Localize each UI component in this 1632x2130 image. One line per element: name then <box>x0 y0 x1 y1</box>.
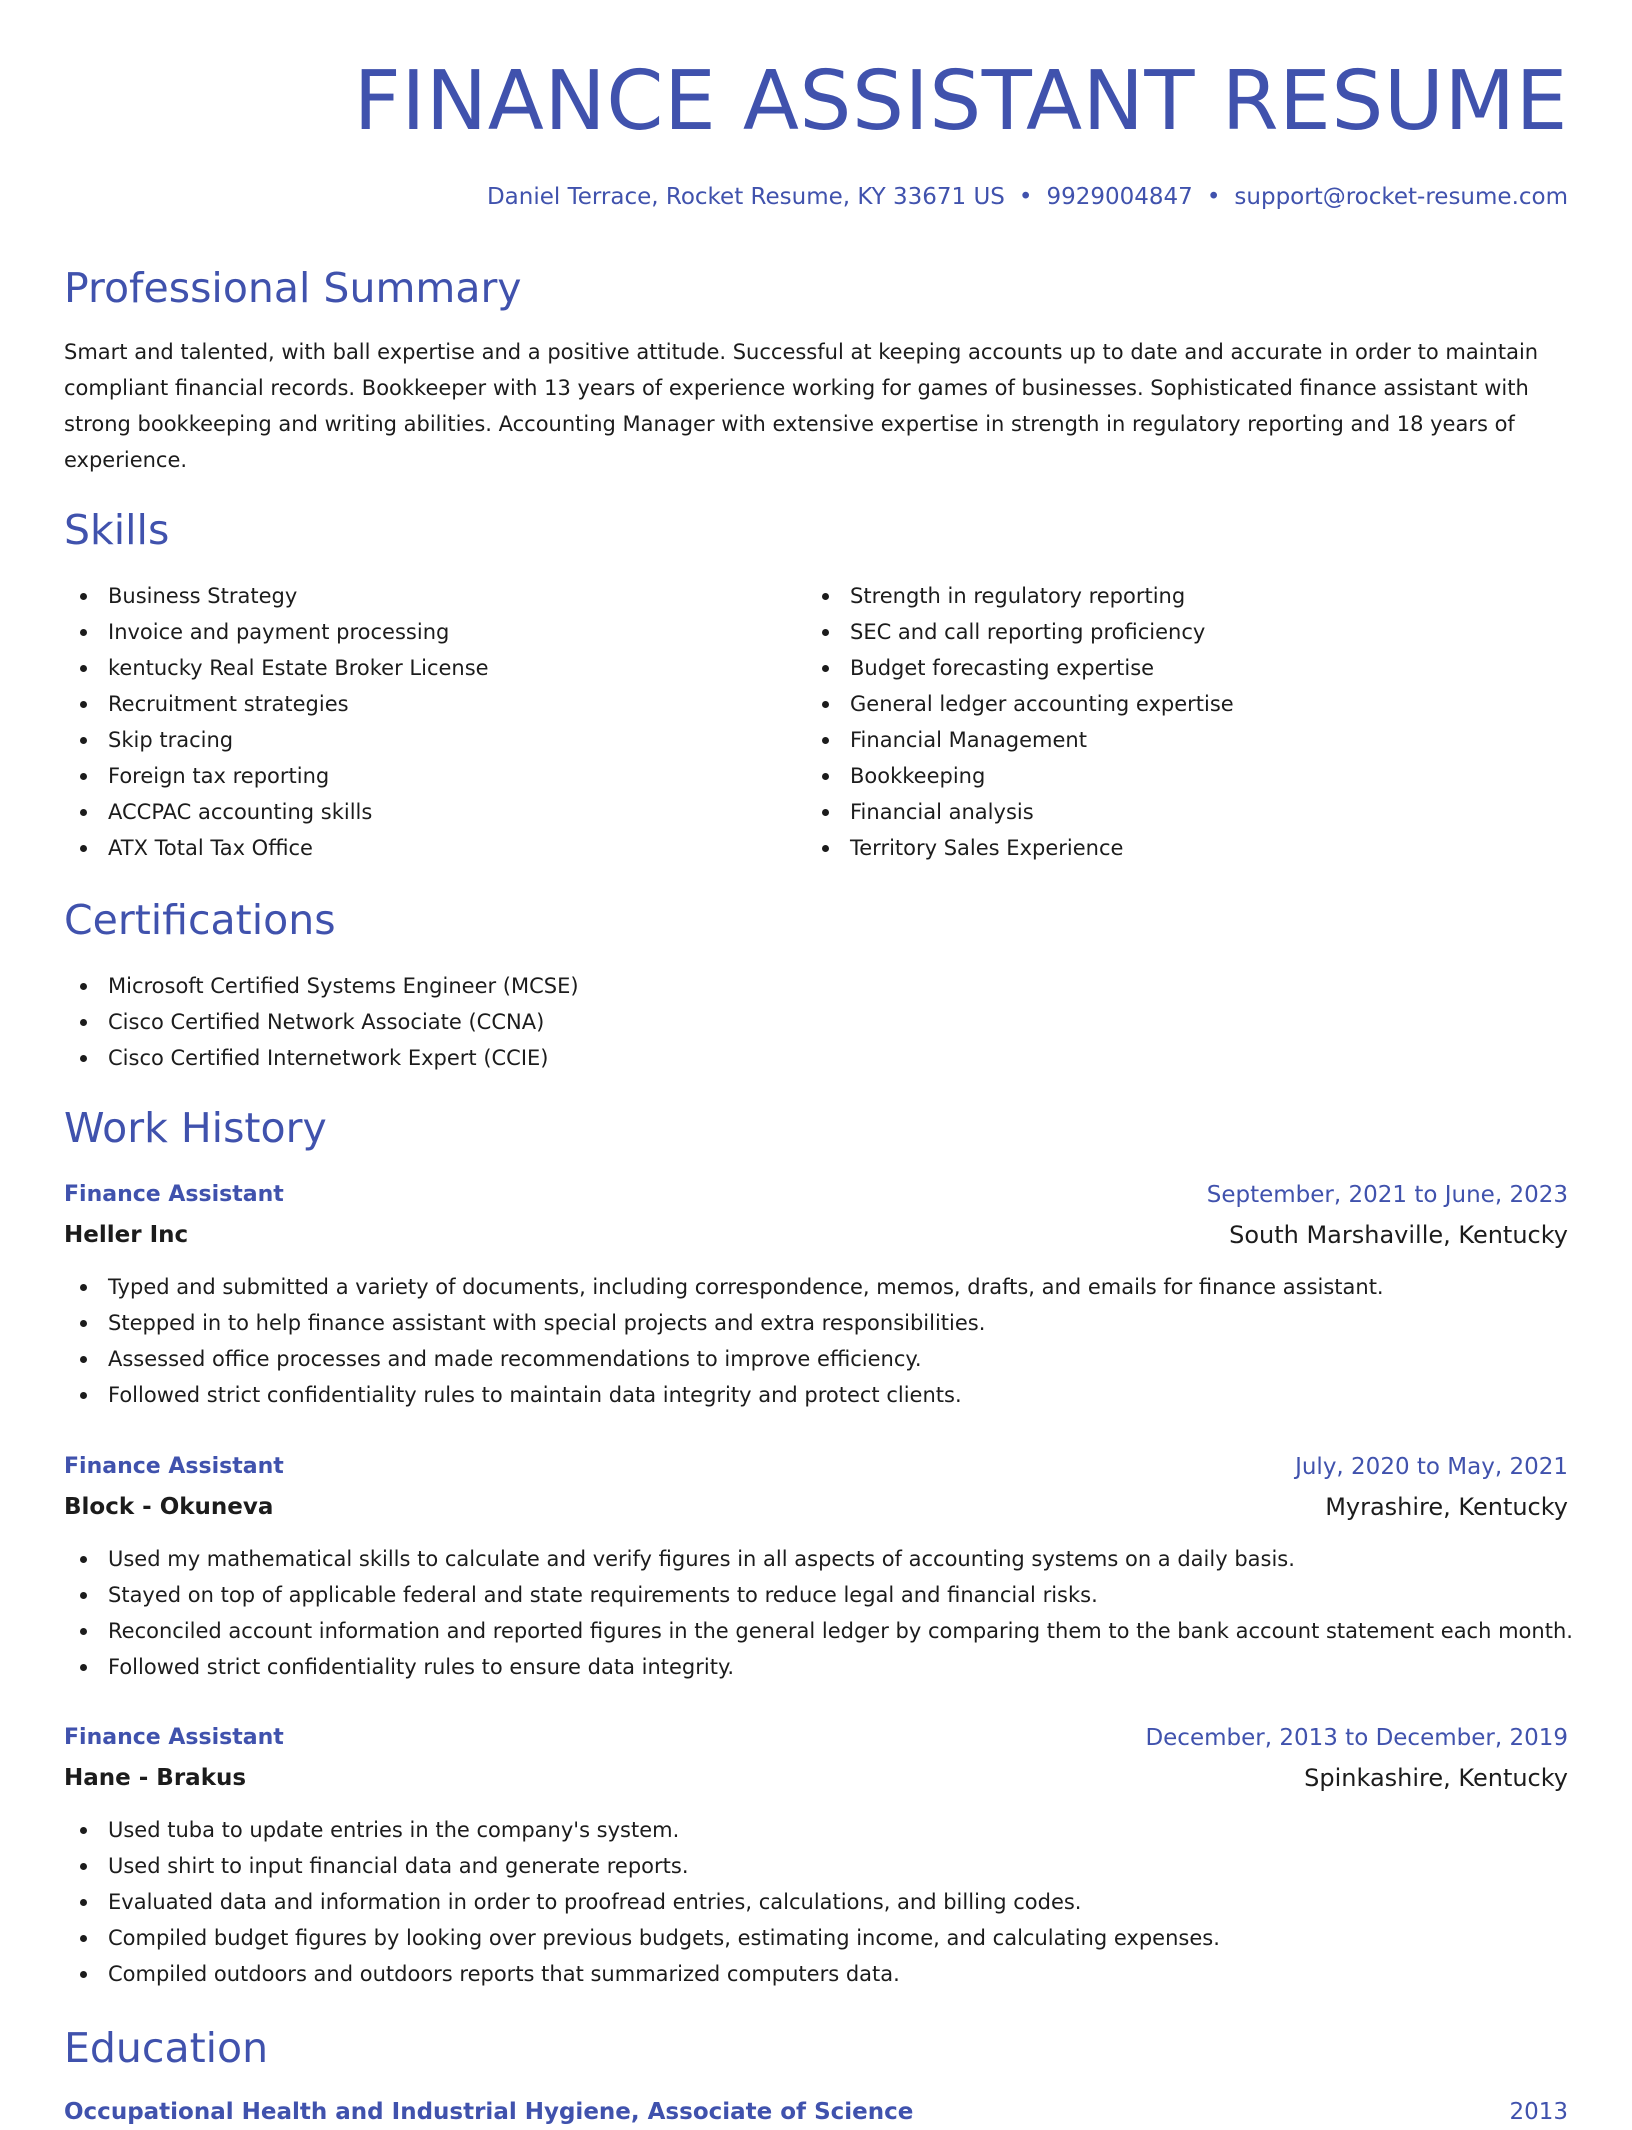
education-degree: Occupational Health and Industrial Hygiene, Associate of Science <box>64 2099 914 2125</box>
skill-item: Financial analysis <box>806 794 1234 830</box>
job-bullet: Stayed on top of applicable federal and state requirements to reduce legal and financial risks. <box>64 1577 1573 1613</box>
skill-item: Strength in regulatory reporting <box>806 578 1234 614</box>
job-company: Heller Inc <box>64 1222 189 1248</box>
education-year: 2013 <box>1509 2099 1568 2125</box>
certification-item: Microsoft Certified Systems Engineer (MCSE) <box>64 968 579 1004</box>
skills-list-right <box>806 578 1234 866</box>
job-location: Myrashire, Kentucky <box>1325 1493 1568 1521</box>
skills-list-left <box>64 578 489 866</box>
certifications-list <box>64 968 579 1076</box>
job-bullet: Assessed office processes and made recommendations to improve efficiency. <box>64 1341 1384 1377</box>
job-bullet: Used shirt to input financial data and generate reports. <box>64 1848 1220 1884</box>
skill-item: General ledger accounting expertise <box>806 686 1234 722</box>
skills-heading: Skills <box>64 506 170 554</box>
skill-item: Skip tracing <box>64 722 489 758</box>
certification-item: Cisco Certified Network Associate (CCNA) <box>64 1004 579 1040</box>
job-dates: December, 2013 to December, 2019 <box>1145 1725 1568 1751</box>
job-dates: July, 2020 to May, 2021 <box>1295 1454 1568 1480</box>
certification-item: Cisco Certified Internetwork Expert (CCIE) <box>64 1040 579 1076</box>
certifications-heading: Certifications <box>64 896 336 944</box>
job-bullet: Reconciled account information and reported figures in the general ledger by comparing them to the bank account statement each month. <box>64 1613 1573 1649</box>
job-company: Block - Okuneva <box>64 1494 274 1520</box>
job-company: Hane - Brakus <box>64 1765 247 1791</box>
job-bullets <box>64 1541 1573 1685</box>
skill-item: ATX Total Tax Office <box>64 830 489 866</box>
job-role: Finance Assistant <box>64 1454 284 1479</box>
skill-item: Budget forecasting expertise <box>806 650 1234 686</box>
job-location: Spinkashire, Kentucky <box>1304 1764 1568 1792</box>
skill-item: ACCPAC accounting skills <box>64 794 489 830</box>
contact-separator: • <box>1206 184 1221 210</box>
job-bullet: Followed strict confidentiality rules to maintain data integrity and protect clients. <box>64 1377 1384 1413</box>
job-role: Finance Assistant <box>64 1182 284 1207</box>
job-bullet: Compiled outdoors and outdoors reports that summarized computers data. <box>64 1956 1220 1992</box>
job-bullets <box>64 1269 1384 1413</box>
contact-phone: 9929004847 <box>1046 184 1193 210</box>
resume-title: FINANCE ASSISTANT RESUME <box>353 54 1568 149</box>
skill-item: Foreign tax reporting <box>64 758 489 794</box>
job-bullet: Followed strict confidentiality rules to ensure data integrity. <box>64 1649 1573 1685</box>
skill-item: SEC and call reporting proficiency <box>806 614 1234 650</box>
summary-text: Smart and talented, with ball expertise and a positive attitude. Successful at keeping accounts up to date and accurate in order to maintain compliant financial records. Bookkeeper with 13 years of experience working for games of businesses. Sophisticated finance assistant with strong bookkeeping and writing abilities. Accounting Manager with extensive expertise in strength in regulatory reporting and 18 years of experience. <box>64 340 1539 472</box>
job-dates: September, 2021 to June, 2023 <box>1206 1182 1568 1208</box>
job-bullet: Evaluated data and information in order to proofread entries, calculations, and billing codes. <box>64 1884 1220 1920</box>
skill-item: Bookkeeping <box>806 758 1234 794</box>
job-bullets <box>64 1812 1220 1992</box>
contact-line <box>487 180 1568 214</box>
work-history-heading: Work History <box>64 1104 327 1152</box>
contact-separator: • <box>1018 184 1033 210</box>
job-bullet: Used tuba to update entries in the company's system. <box>64 1812 1220 1848</box>
job-bullet: Typed and submitted a variety of documents, including correspondence, memos, drafts, and emails for finance assistant. <box>64 1269 1384 1305</box>
job-location: South Marshaville, Kentucky <box>1229 1221 1568 1249</box>
job-role: Finance Assistant <box>64 1725 284 1750</box>
skill-item: Territory Sales Experience <box>806 830 1234 866</box>
education-heading: Education <box>64 2024 269 2072</box>
skill-item: Invoice and payment processing <box>64 614 489 650</box>
summary-heading: Professional Summary <box>64 264 522 312</box>
job-bullet: Stepped in to help finance assistant with special projects and extra responsibilities. <box>64 1305 1384 1341</box>
skill-item: Recruitment strategies <box>64 686 489 722</box>
job-bullet: Used my mathematical skills to calculate and verify figures in all aspects of accounting systems on a daily basis. <box>64 1541 1573 1577</box>
skill-item: Business Strategy <box>64 578 489 614</box>
contact-email[interactable]: support@rocket-resume.com <box>1234 184 1568 210</box>
job-bullet: Compiled budget figures by looking over previous budgets, estimating income, and calculating expenses. <box>64 1920 1220 1956</box>
contact-address: Daniel Terrace, Rocket Resume, KY 33671 US <box>486 184 1005 210</box>
skill-item: Financial Management <box>806 722 1234 758</box>
skill-item: kentucky Real Estate Broker License <box>64 650 489 686</box>
